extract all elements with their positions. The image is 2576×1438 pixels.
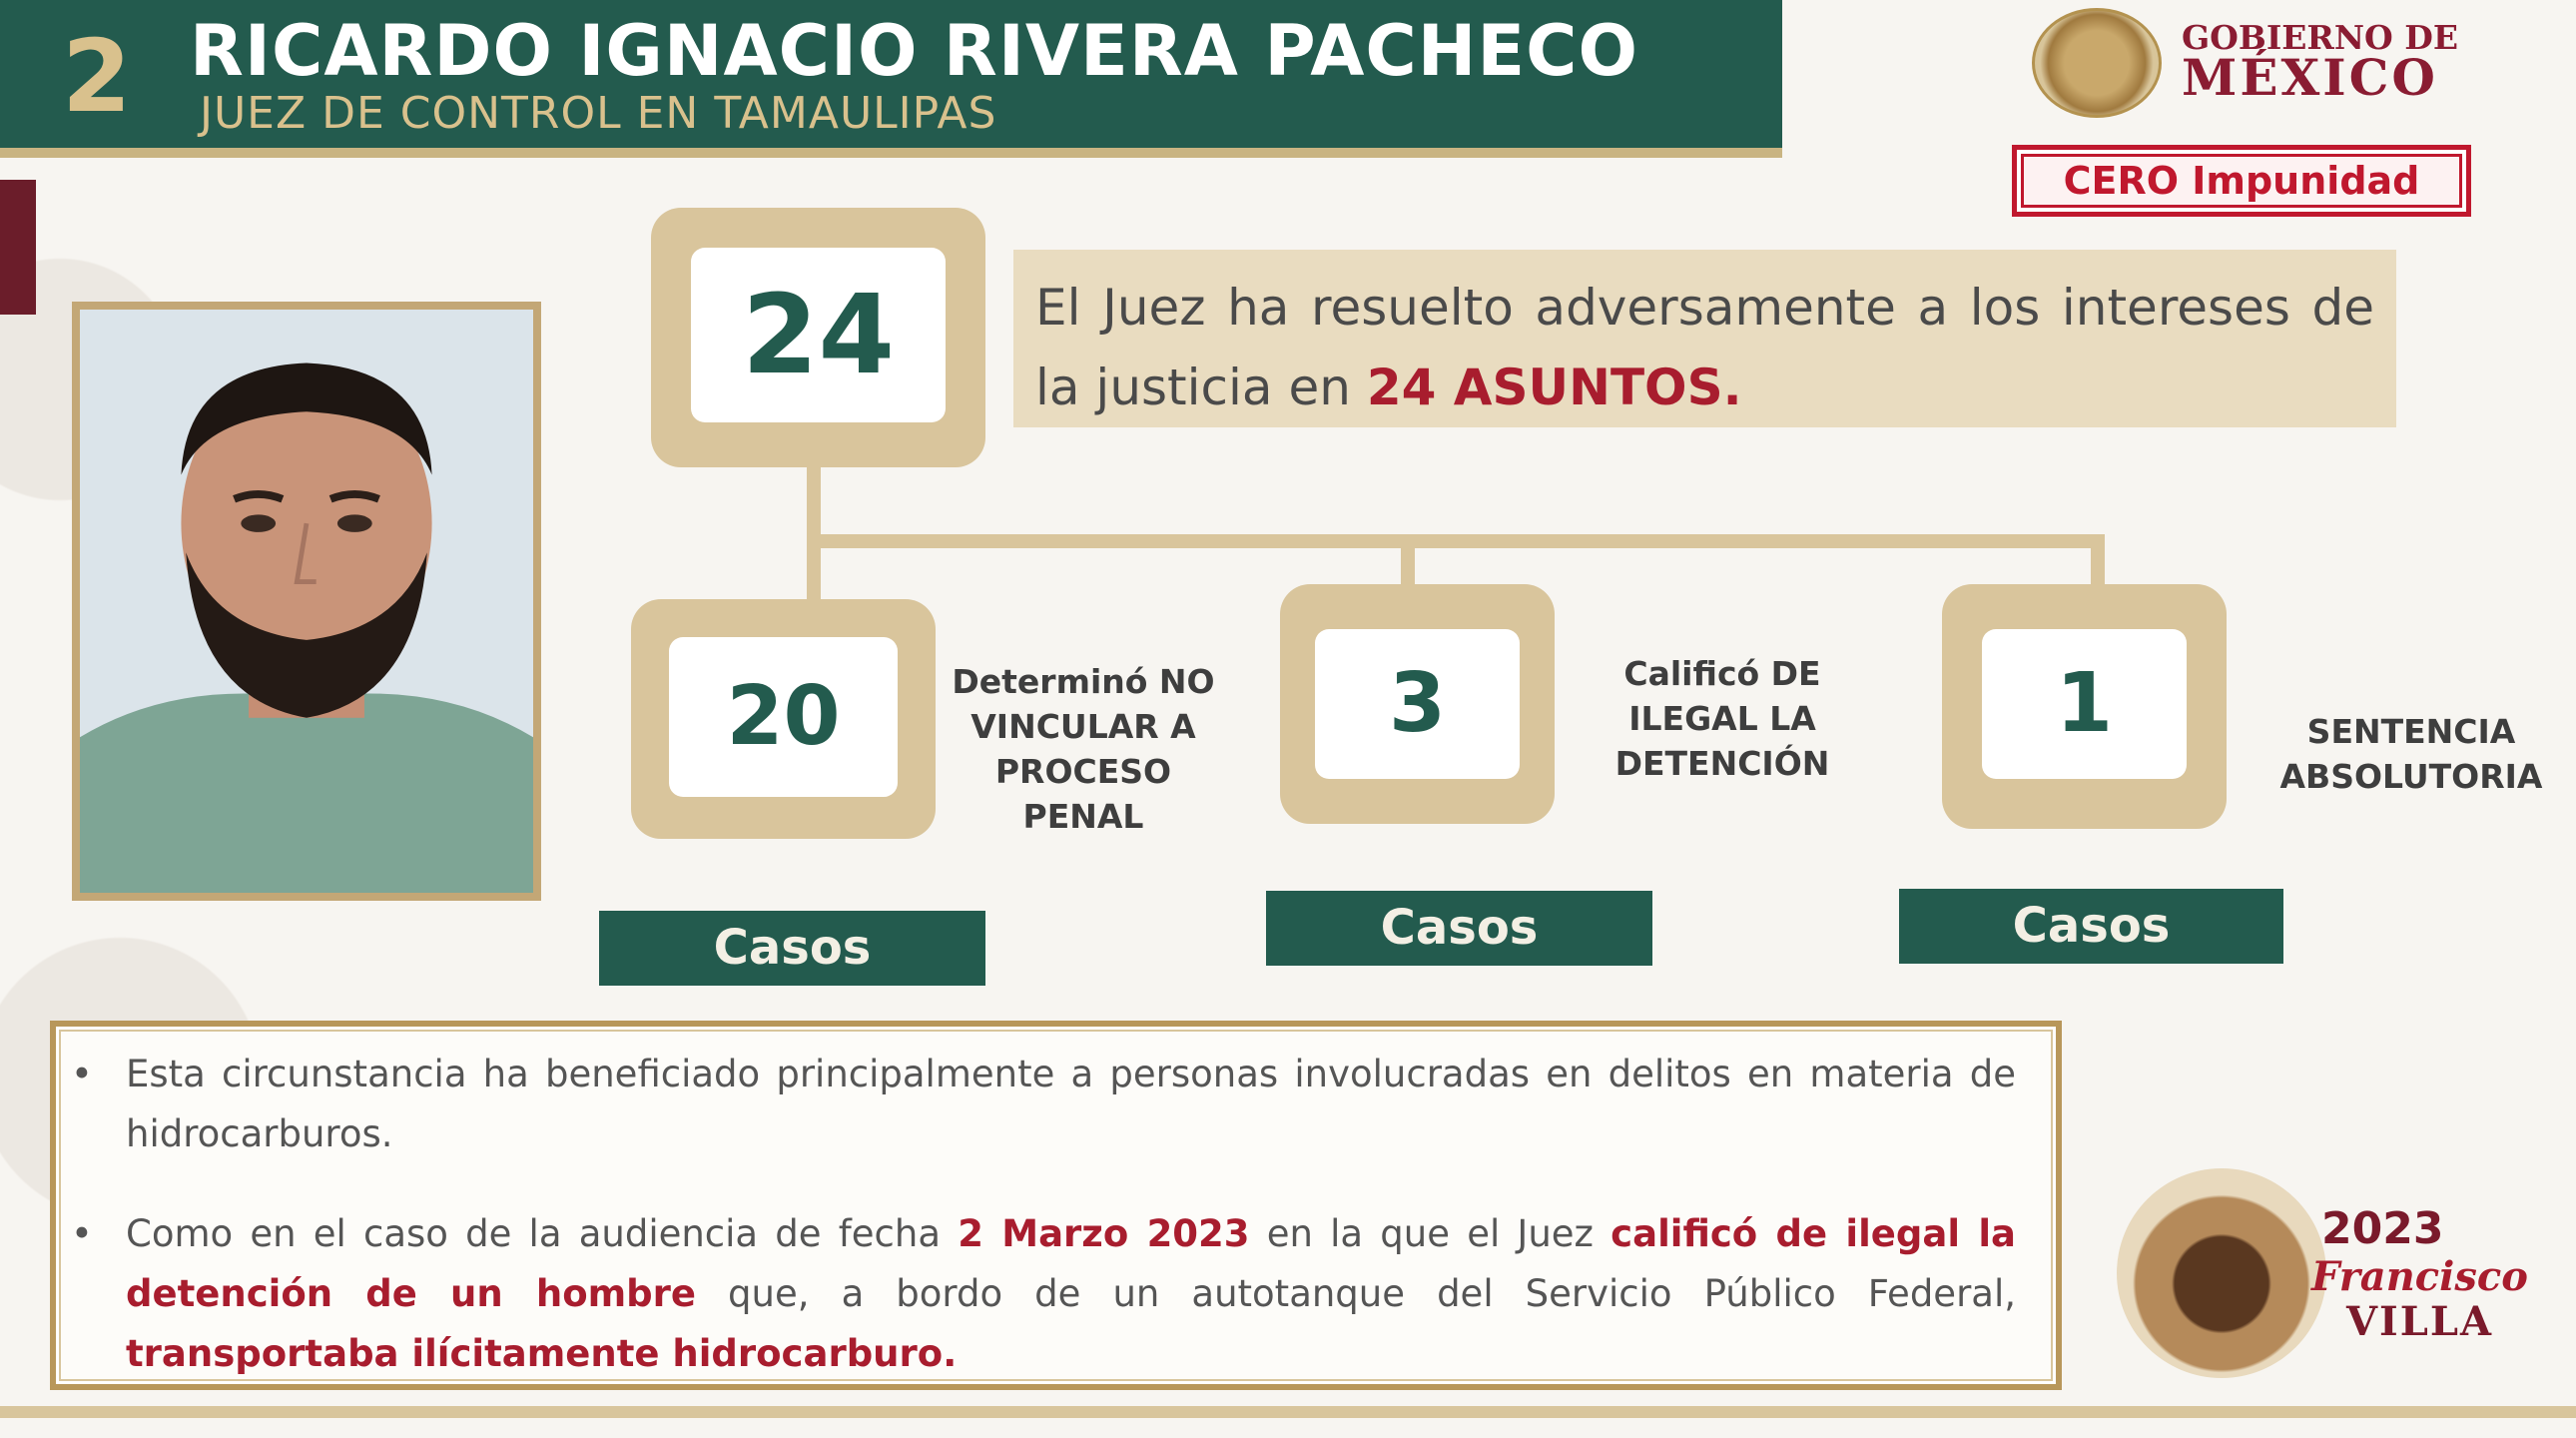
note-text: en la que el Juez [1249, 1212, 1611, 1255]
stat-value: 20 [669, 637, 898, 797]
note-date: 2 Marzo 2023 [958, 1212, 1250, 1255]
total-cases-value: 24 [691, 248, 946, 422]
judge-photo [72, 302, 541, 901]
note-item [126, 1204, 2016, 1384]
person-portrait-icon [80, 310, 533, 893]
coat-of-arms-icon [2032, 8, 2162, 118]
stat-label: Calificó DE ILEGAL LA DETENCIÓN [1614, 654, 1830, 783]
bottom-bar [0, 1406, 2576, 1418]
notes-panel [50, 1021, 2062, 1390]
connector-vertical-main [807, 464, 821, 599]
total-cases-description [1013, 250, 2396, 427]
slide-number: 2 [62, 18, 132, 135]
logo-line1: GOBIERNO DE [2182, 18, 2459, 57]
casos-banner: Casos [599, 911, 985, 986]
gobierno-mexico-logo [2032, 8, 2491, 118]
connector-vertical-3 [2091, 534, 2105, 589]
description-highlight: 24 ASUNTOS. [1366, 359, 1742, 416]
stat-box-sentencia-absolutoria [1942, 584, 2227, 829]
total-cases-box [651, 208, 985, 467]
header-banner [0, 0, 1782, 158]
villa-portrait-icon [2117, 1168, 2326, 1378]
note-highlight: transportaba ilícitamente hidrocarburo. [126, 1332, 958, 1375]
judge-title: JUEZ DE CONTROL EN TAMAULIPAS [200, 88, 997, 139]
connector-horizontal [807, 534, 2105, 548]
judge-name: RICARDO IGNACIO RIVERA PACHECO [190, 10, 1639, 92]
casos-banner: Casos [1899, 889, 2283, 964]
accent-bar [0, 180, 36, 315]
villa-name: Francisco [2311, 1253, 2528, 1300]
stat-box-no-vincular [631, 599, 936, 839]
logo-line2: MÉXICO [2182, 48, 2438, 107]
description-text: El Juez ha resuelto adversamente a los intereses de la justicia en [1035, 279, 2374, 416]
villa-year: 2023 [2321, 1203, 2444, 1254]
stat-box-ilegal-detencion [1280, 584, 1555, 824]
stat-value: 3 [1315, 629, 1520, 779]
note-text: que, a bordo de un autotanque del Servicio Público Federal, [696, 1272, 2016, 1315]
francisco-villa-2023-logo [2097, 1158, 2528, 1388]
note-highlight: calificó de ilegal la detención de un hombre [126, 1212, 2016, 1315]
connector-vertical-2 [1401, 534, 1415, 589]
stat-label: SENTENCIA ABSOLUTORIA [2279, 712, 2543, 796]
stat-value: 1 [1982, 629, 2187, 779]
villa-surname: VILLA [2346, 1298, 2494, 1345]
casos-banner: Casos [1266, 891, 1652, 966]
stat-label: Determinó NO VINCULAR A PROCESO PENAL [952, 662, 1215, 836]
note-text: Como en el caso de la audiencia de fecha [126, 1212, 959, 1255]
note-item: • Esta circunstancia ha beneficiado principalmente a personas involucradas en delitos en materia de hidrocarburos. [126, 1045, 2016, 1164]
cero-impunidad-badge: CERO Impunidad [2012, 145, 2471, 217]
